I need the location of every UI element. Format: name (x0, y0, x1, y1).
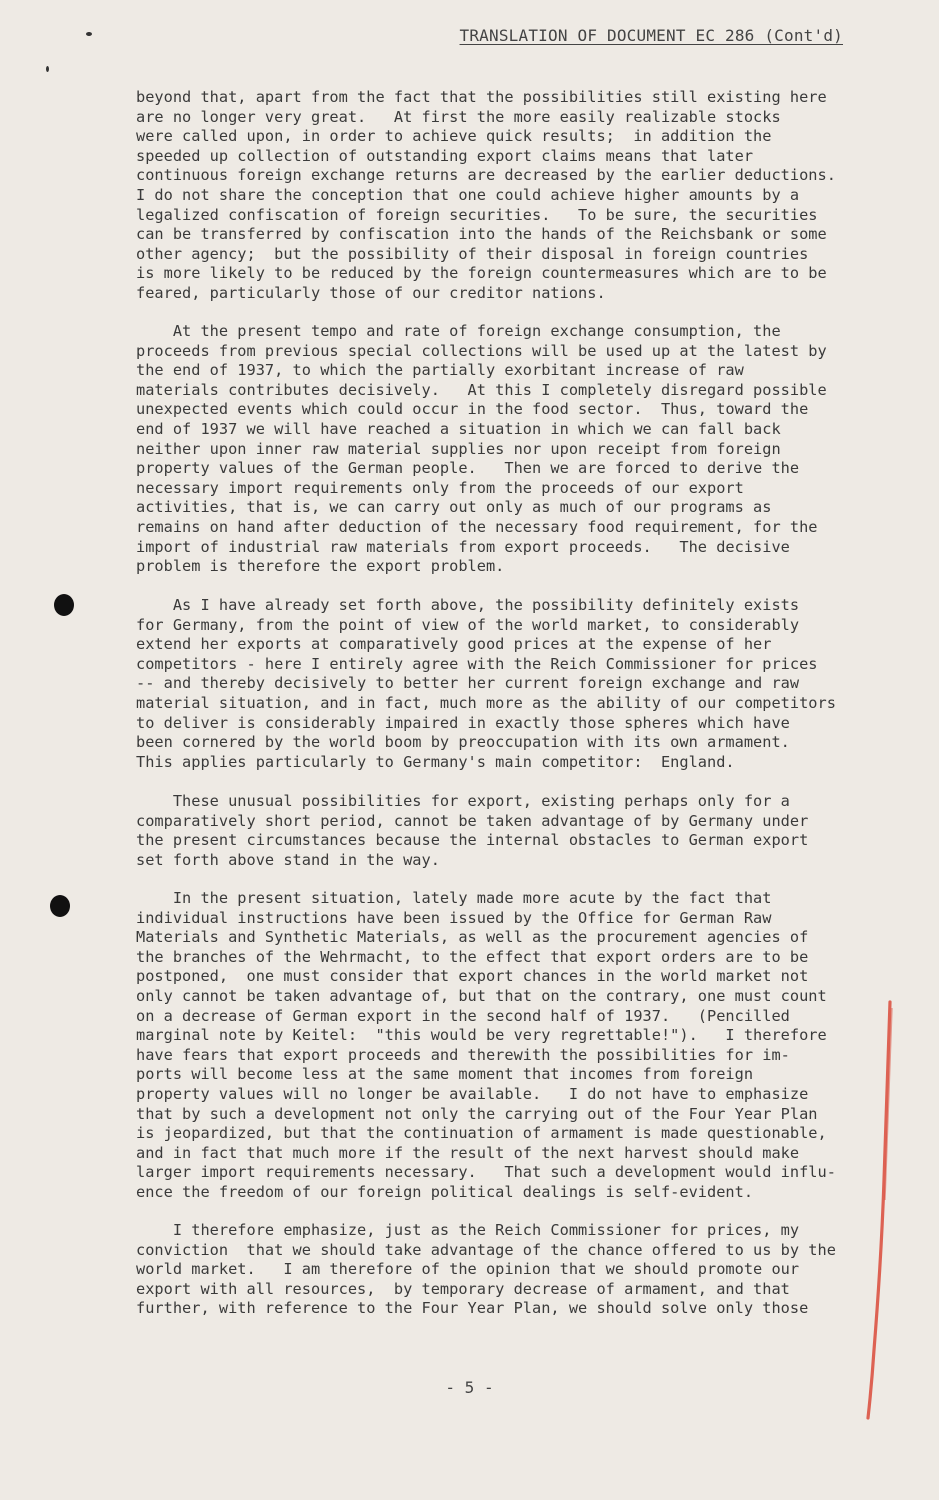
text-line: proceeds from previous special collections will be used up at the latest by (136, 341, 827, 360)
text-line: speeded up collection of outstanding export claims means that later (136, 146, 754, 165)
text-line: In the present situation, lately made more acute by the fact that (136, 889, 772, 907)
text-line: that by such a development not only the carrying out of the Four Year Plan (136, 1104, 818, 1123)
text-line: set forth above stand in the way. (136, 850, 440, 869)
text-line: feared, particularly those of our creditor nations. (136, 283, 606, 302)
text-line: property values of the German people. Then we are forced to derive the (136, 459, 800, 478)
text-line: for Germany, from the point of view of the world market, to considerably (136, 615, 800, 634)
red-pencil-margin-mark (862, 1000, 902, 1420)
paragraph-6 (136, 1221, 836, 1319)
text-line: I do not share the conception that one could achieve higher amounts by a (136, 185, 800, 204)
text-line: world market. I am therefore of the opinion that we should promote our (136, 1260, 800, 1279)
text-line: individual instructions have been issued by the Office for German Raw (136, 908, 772, 927)
text-line: activities, that is, we can carry out only as much of our programs as (136, 498, 772, 517)
text-line: postponed, one must consider that export chances in the world market not (136, 967, 809, 986)
text-line: have fears that export proceeds and therewith the possibilities for im- (136, 1045, 790, 1064)
text-line: As I have already set forth above, the possibility definitely exists (136, 596, 800, 614)
ink-speck (86, 32, 92, 36)
page-number: - 5 - (445, 1378, 494, 1397)
text-line: marginal note by Keitel: "this would be very regrettable!"). I therefore (136, 1026, 827, 1045)
text-line: are no longer very great. At first the more easily realizable stocks (136, 107, 781, 126)
text-line: on a decrease of German export in the second half of 1937. (Pencilled (136, 1006, 790, 1025)
text-line: only cannot be taken advantage of, but that on the contrary, one must count (136, 986, 827, 1005)
page-header: TRANSLATION OF DOCUMENT EC 286 (Cont'd) (459, 26, 843, 45)
text-line: ence the freedom of our foreign political dealings is self-evident. (136, 1182, 754, 1201)
text-line: the present circumstances because the internal obstacles to German export (136, 831, 809, 850)
text-line: I therefore emphasize, just as the Reich Commissioner for prices, my (136, 1221, 800, 1239)
text-line: At the present tempo and rate of foreign exchange consumption, the (136, 322, 781, 340)
text-line: and in fact that much more if the result of the next harvest should make (136, 1143, 800, 1162)
text-line: -- and thereby decisively to better her current foreign exchange and raw (136, 674, 800, 693)
text-line: continuous foreign exchange returns are decreased by the earlier deductions. (136, 166, 836, 185)
text-line: necessary import requirements only from the proceeds of our export (136, 478, 744, 497)
text-line: remains on hand after deduction of the necessary food requirement, for the (136, 517, 818, 536)
paragraph-2 (136, 322, 827, 577)
text-line: problem is therefore the export problem. (136, 557, 505, 576)
text-line: the end of 1937, to which the partially exorbitant increase of raw (136, 361, 744, 380)
text-line: other agency; but the possibility of their disposal in foreign countries (136, 244, 809, 263)
text-line: competitors - here I entirely agree with the Reich Commissioner for prices (136, 654, 818, 673)
text-line: been cornered by the world boom by preoccupation with its own armament. (136, 733, 790, 752)
text-line: is jeopardized, but that the continuation of armament is made questionable, (136, 1124, 827, 1143)
text-line: This applies particularly to Germany's main competitor: England. (136, 752, 735, 771)
text-line: to deliver is considerably impaired in exactly those spheres which have (136, 713, 790, 732)
ink-speck (46, 66, 49, 72)
text-line: beyond that, apart from the fact that the possibilities still existing here (136, 88, 827, 106)
paragraph-5 (136, 889, 836, 1203)
text-line: were called upon, in order to achieve quick results; in addition the (136, 127, 772, 146)
text-line: export with all resources, by temporary decrease of armament, and that (136, 1279, 790, 1298)
text-line: comparatively short period, cannot be taken advantage of by Germany under (136, 811, 809, 830)
text-line: neither upon inner raw material supplies nor upon receipt from foreign (136, 439, 781, 458)
punch-hole-top (54, 594, 74, 616)
text-line: further, with reference to the Four Year Plan, we should solve only those (136, 1299, 809, 1318)
text-line: materials contributes decisively. At this I completely disregard possible (136, 380, 827, 399)
paragraph-4 (136, 792, 808, 870)
text-line: property values will no longer be available. I do not have to emphasize (136, 1084, 809, 1103)
text-line: is more likely to be reduced by the foreign countermeasures which are to be (136, 264, 827, 283)
text-line: These unusual possibilities for export, existing perhaps only for a (136, 792, 790, 810)
text-line: larger import requirements necessary. That such a development would influ- (136, 1163, 836, 1182)
text-line: conviction that we should take advantage of the chance offered to us by the (136, 1240, 836, 1259)
text-line: Materials and Synthetic Materials, as well as the procurement agencies of (136, 928, 809, 947)
text-line: ports will become less at the same moment that incomes from foreign (136, 1065, 754, 1084)
text-line: unexpected events which could occur in the food sector. Thus, toward the (136, 400, 809, 419)
text-line: can be transferred by confiscation into the hands of the Reichsbank or some (136, 225, 827, 244)
paragraph-1 (136, 88, 836, 304)
text-line: import of industrial raw materials from export proceeds. The decisive (136, 537, 790, 556)
punch-hole-bottom (50, 895, 70, 917)
text-line: material situation, and in fact, much more as the ability of our competitors (136, 693, 836, 712)
text-line: extend her exports at comparatively good prices at the expense of her (136, 635, 772, 654)
paragraph-3 (136, 596, 836, 772)
text-line: end of 1937 we will have reached a situation in which we can fall back (136, 419, 781, 438)
text-line: the branches of the Wehrmacht, to the effect that export orders are to be (136, 947, 809, 966)
text-line: legalized confiscation of foreign securities. To be sure, the securities (136, 205, 818, 224)
